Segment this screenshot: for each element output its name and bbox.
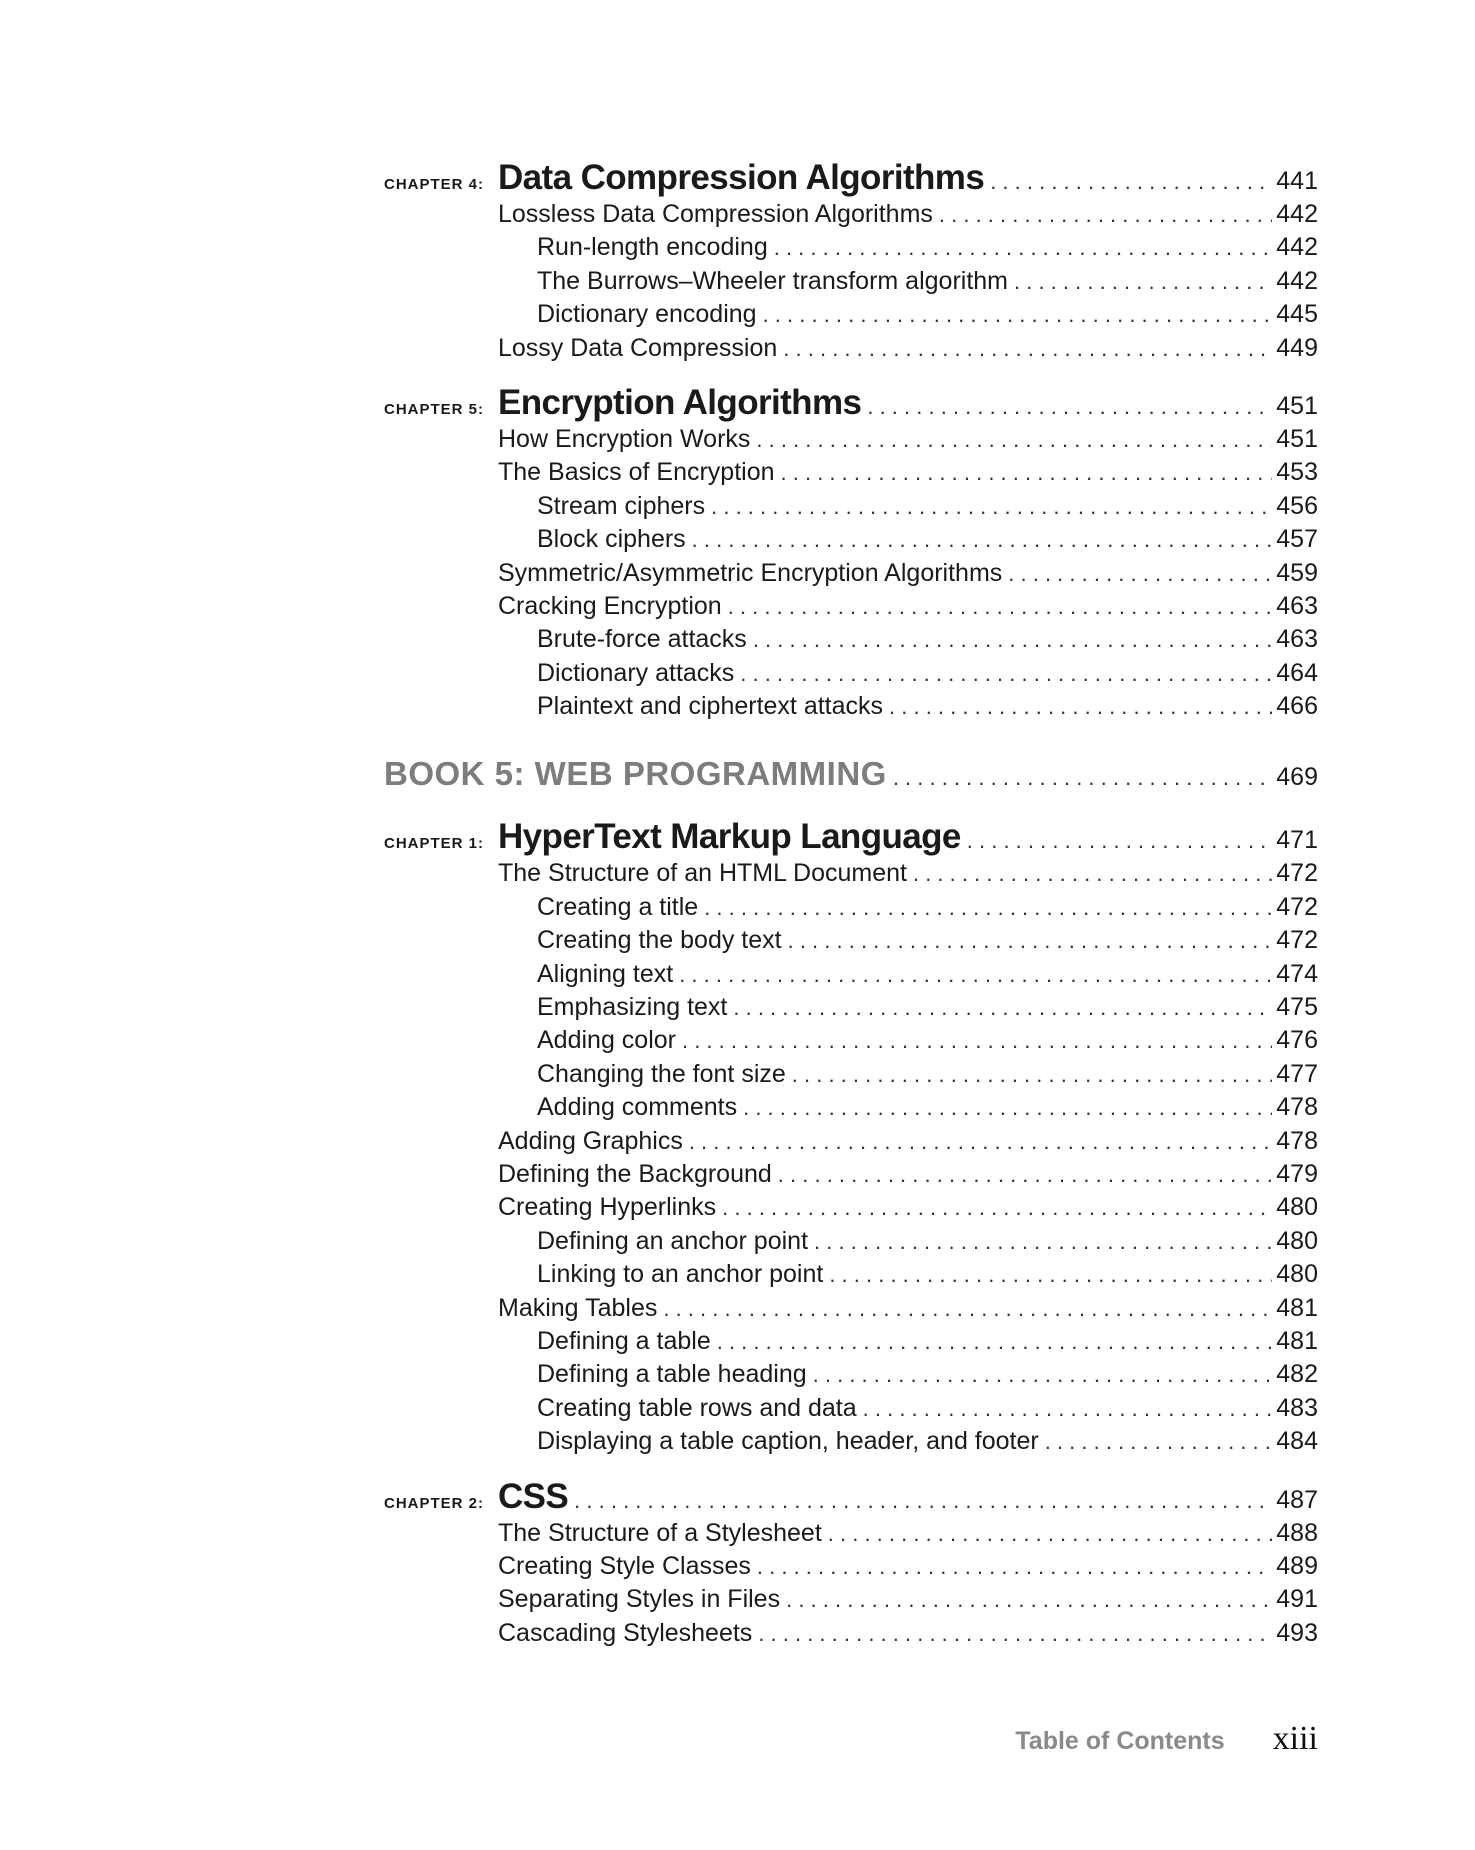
dot-leader xyxy=(774,235,1273,261)
page-number: 478 xyxy=(1276,1093,1318,1122)
toc-subsection-row xyxy=(384,960,1318,993)
toc-subsection-row xyxy=(384,525,1318,558)
footer-section-label: Table of Contents xyxy=(1015,1727,1225,1755)
toc-chapter-row xyxy=(384,383,1318,425)
entry-title: Emphasizing text xyxy=(537,993,728,1022)
entry-title: Defining a table xyxy=(537,1326,711,1355)
toc-section-row xyxy=(384,559,1318,592)
dot-leader xyxy=(829,1262,1272,1288)
page-footer xyxy=(1000,1720,1318,1758)
chapter-label: CHAPTER 4: xyxy=(384,176,485,193)
page-number: 469 xyxy=(1276,763,1318,792)
page-number: 481 xyxy=(1276,1326,1318,1355)
chapter-title: HyperText Markup Language xyxy=(498,817,961,857)
toc-section-row xyxy=(384,458,1318,491)
dot-leader xyxy=(704,895,1272,921)
page-number: 493 xyxy=(1276,1618,1318,1647)
toc-section-row xyxy=(384,1552,1318,1585)
entry-title: The Basics of Encryption xyxy=(498,458,775,487)
toc-subsection-row xyxy=(384,893,1318,926)
page-number: 451 xyxy=(1276,391,1318,420)
page-number: 441 xyxy=(1276,167,1318,195)
toc-section-row xyxy=(384,1585,1318,1618)
page-number: 472 xyxy=(1276,859,1318,888)
dot-leader xyxy=(967,828,1273,854)
toc-subsection-row xyxy=(384,492,1318,525)
dot-leader xyxy=(867,394,1272,420)
toc-subsection-row xyxy=(384,659,1318,692)
toc-section-row xyxy=(384,1127,1318,1160)
page-number: 472 xyxy=(1276,892,1318,921)
page-number: 488 xyxy=(1276,1518,1318,1547)
page-number: 463 xyxy=(1276,625,1318,654)
chapter-label: CHAPTER 2: xyxy=(384,1494,485,1512)
dot-leader xyxy=(990,169,1272,195)
dot-leader xyxy=(781,460,1273,486)
book-title: BOOK 5: WEB PROGRAMMING xyxy=(384,755,887,793)
dot-leader xyxy=(743,1095,1272,1121)
dot-leader xyxy=(663,1296,1272,1322)
entry-title: The Structure of a Stylesheet xyxy=(498,1518,822,1547)
dot-leader xyxy=(1014,269,1272,295)
page-number: 489 xyxy=(1276,1551,1318,1580)
dot-leader xyxy=(786,1587,1272,1613)
dot-leader xyxy=(679,962,1272,988)
dot-leader xyxy=(758,1621,1272,1647)
toc-subsection-row xyxy=(384,1026,1318,1059)
chapter-title: Encryption Algorithms xyxy=(498,382,862,422)
entry-title: Cracking Encryption xyxy=(498,591,722,620)
toc-subsection-row xyxy=(384,233,1318,266)
dot-leader xyxy=(863,1396,1273,1422)
toc-subsection-row xyxy=(384,1360,1318,1393)
entry-title: Symmetric/Asymmetric Encryption Algorithms xyxy=(498,558,1003,587)
page-number: 474 xyxy=(1276,959,1318,988)
entry-title: Separating Styles in Files xyxy=(498,1585,781,1614)
toc-subsection-row xyxy=(384,926,1318,959)
dot-leader xyxy=(740,661,1272,687)
page-number: 442 xyxy=(1276,233,1318,262)
page-number: 456 xyxy=(1276,491,1318,520)
entry-title: Changing the font size xyxy=(537,1059,786,1088)
dot-leader xyxy=(756,427,1272,453)
page-number: 481 xyxy=(1276,1293,1318,1322)
toc-subsection-row xyxy=(384,1327,1318,1360)
toc-subsection-row xyxy=(384,1394,1318,1427)
page-number: 479 xyxy=(1276,1159,1318,1188)
entry-title: Making Tables xyxy=(498,1293,658,1322)
toc-chapter-row xyxy=(384,817,1318,859)
page-number: 480 xyxy=(1276,1193,1318,1222)
page-number: 475 xyxy=(1276,993,1318,1022)
page-number: 482 xyxy=(1276,1360,1318,1389)
dot-leader xyxy=(783,336,1272,362)
entry-title: Brute-force attacks xyxy=(537,625,747,654)
dot-leader xyxy=(792,1062,1273,1088)
entry-title: Dictionary encoding xyxy=(537,300,757,329)
dot-leader xyxy=(893,765,1272,791)
toc-subsection-row xyxy=(384,993,1318,1026)
dot-leader xyxy=(722,1195,1272,1221)
toc-section-row xyxy=(384,1294,1318,1327)
toc-section-row xyxy=(384,334,1318,367)
page-number: 442 xyxy=(1276,266,1318,295)
toc-book-row xyxy=(384,755,1318,801)
toc-section-row xyxy=(384,1619,1318,1652)
dot-leader xyxy=(913,861,1272,887)
entry-title: Cascading Stylesheets xyxy=(498,1618,753,1647)
entry-title: Creating a title xyxy=(537,892,699,921)
page-number: 483 xyxy=(1276,1393,1318,1422)
entry-title: Plaintext and ciphertext attacks xyxy=(537,692,884,721)
entry-title: Displaying a table caption, header, and footer xyxy=(537,1427,1039,1456)
toc-subsection-row xyxy=(384,300,1318,333)
toc-section-row xyxy=(384,859,1318,892)
page-number: 472 xyxy=(1276,926,1318,955)
table-of-contents xyxy=(384,158,1318,1652)
entry-title: How Encryption Works xyxy=(498,424,751,453)
chapter-title: CSS xyxy=(498,1476,569,1516)
toc-section-row xyxy=(384,1160,1318,1193)
dot-leader xyxy=(889,694,1272,720)
entry-title: Lossy Data Compression xyxy=(498,333,778,362)
entry-title: Creating Style Classes xyxy=(498,1551,751,1580)
page-number: 459 xyxy=(1276,558,1318,587)
page-number: 463 xyxy=(1276,591,1318,620)
page-number: 477 xyxy=(1276,1059,1318,1088)
entry-title: Creating the body text xyxy=(537,926,782,955)
toc-subsection-row xyxy=(384,625,1318,658)
entry-title: Block ciphers xyxy=(537,525,686,554)
entry-title: Creating table rows and data xyxy=(537,1393,857,1422)
entry-title: Adding Graphics xyxy=(498,1126,683,1155)
entry-title: Adding color xyxy=(537,1026,676,1055)
entry-title: Creating Hyperlinks xyxy=(498,1193,717,1222)
dot-leader xyxy=(682,1028,1272,1054)
page-number: 480 xyxy=(1276,1226,1318,1255)
page-number: 491 xyxy=(1276,1585,1318,1614)
page-number: 464 xyxy=(1276,658,1318,687)
dot-leader xyxy=(757,1554,1272,1580)
page-number: 453 xyxy=(1276,458,1318,487)
entry-title: The Structure of an HTML Document xyxy=(498,859,907,888)
toc-section-row xyxy=(384,200,1318,233)
toc-section-row xyxy=(384,1519,1318,1552)
toc-subsection-row xyxy=(384,267,1318,300)
page-number: 478 xyxy=(1276,1126,1318,1155)
page-number: 487 xyxy=(1276,1485,1318,1514)
toc-section-row xyxy=(384,425,1318,458)
toc-subsection-row xyxy=(384,1227,1318,1260)
dot-leader xyxy=(814,1229,1272,1255)
page-number: 442 xyxy=(1276,200,1318,228)
entry-title: Dictionary attacks xyxy=(537,658,735,687)
chapter-label: CHAPTER 5: xyxy=(384,400,485,418)
dot-leader xyxy=(728,594,1273,620)
entry-title: Aligning text xyxy=(537,959,674,988)
dot-leader xyxy=(753,627,1272,653)
toc-section-row xyxy=(384,1193,1318,1226)
page-number: 476 xyxy=(1276,1026,1318,1055)
entry-title: Stream ciphers xyxy=(537,491,706,520)
toc-subsection-row xyxy=(384,1260,1318,1293)
page-number: 471 xyxy=(1276,826,1318,855)
dot-leader xyxy=(717,1329,1273,1355)
entry-title: Defining an anchor point xyxy=(537,1226,809,1255)
toc-subsection-row xyxy=(384,1427,1318,1460)
entry-title: Lossless Data Compression Algorithms xyxy=(498,200,933,228)
dot-leader xyxy=(689,1129,1272,1155)
dot-leader xyxy=(1008,561,1272,587)
dot-leader xyxy=(813,1362,1273,1388)
toc-subsection-row xyxy=(384,1060,1318,1093)
dot-leader xyxy=(828,1521,1273,1547)
toc-subsection-row xyxy=(384,1093,1318,1126)
entry-title: Adding comments xyxy=(537,1093,738,1122)
page-number: 457 xyxy=(1276,525,1318,554)
dot-leader xyxy=(788,928,1273,954)
dot-leader xyxy=(763,302,1273,328)
dot-leader xyxy=(711,494,1272,520)
chapter-label: CHAPTER 1: xyxy=(384,835,485,853)
dot-leader xyxy=(1045,1429,1273,1455)
entry-title: Linking to an anchor point xyxy=(537,1260,824,1289)
dot-leader xyxy=(778,1162,1272,1188)
footer-page-number: xiii xyxy=(1272,1720,1318,1757)
page-number: 480 xyxy=(1276,1260,1318,1289)
dot-leader xyxy=(692,527,1273,553)
dot-leader xyxy=(733,995,1272,1021)
toc-chapter-row xyxy=(384,1477,1318,1519)
toc-chapter-row xyxy=(384,158,1318,200)
toc-section-row xyxy=(384,592,1318,625)
entry-title: Defining the Background xyxy=(498,1159,772,1188)
page-number: 445 xyxy=(1276,300,1318,329)
page-number: 466 xyxy=(1276,692,1318,721)
entry-title: The Burrows–Wheeler transform algorithm xyxy=(537,266,1008,295)
entry-title: Run-length encoding xyxy=(537,233,768,262)
chapter-title: Data Compression Algorithms xyxy=(498,158,985,197)
toc-subsection-row xyxy=(384,692,1318,725)
page-number: 484 xyxy=(1276,1427,1318,1456)
page-number: 451 xyxy=(1276,424,1318,453)
page-number: 449 xyxy=(1276,333,1318,362)
dot-leader xyxy=(939,202,1272,228)
dot-leader xyxy=(574,1488,1272,1514)
entry-title: Defining a table heading xyxy=(537,1360,807,1389)
